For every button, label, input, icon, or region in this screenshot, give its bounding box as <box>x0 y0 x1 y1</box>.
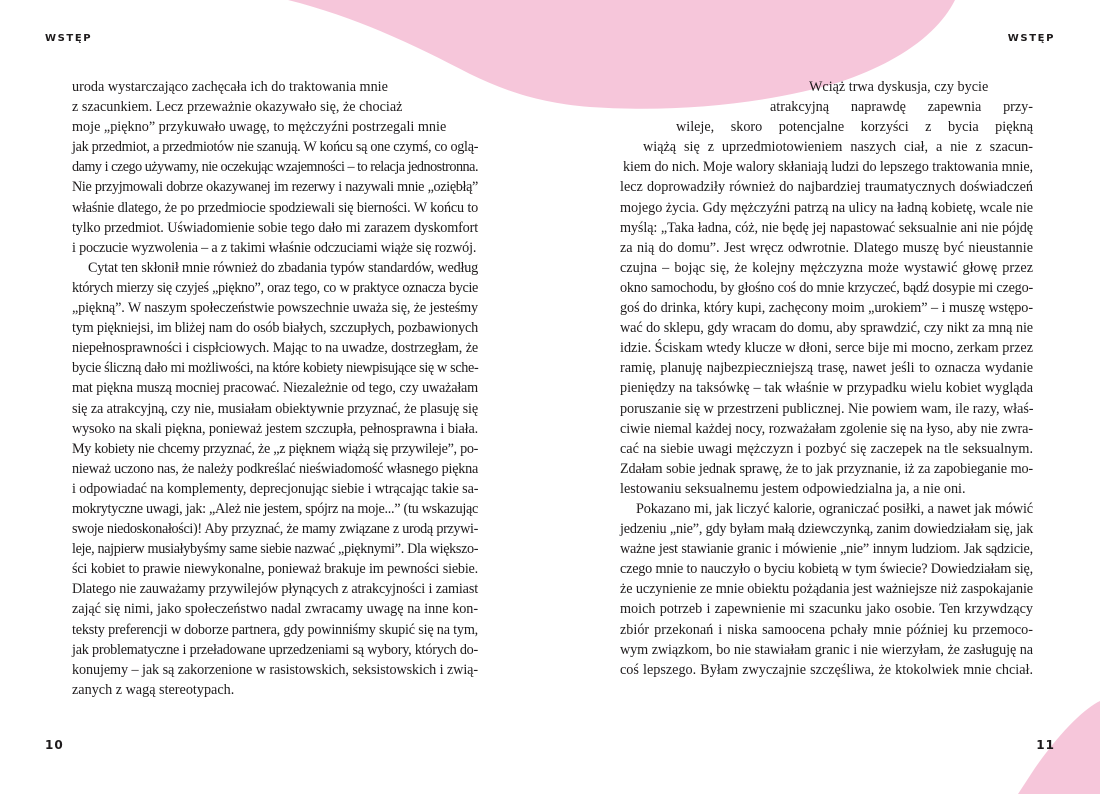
text-line: cać na siebie uwagi mężczyzn i pozbyć się zaczepek na tle seksualnym. <box>620 440 1033 457</box>
text-line: okno samochodu, by głośno coś do mnie krzyczeć, bądź dosypie mi czego- <box>620 279 1033 296</box>
text-line: właśnie dlatego, że po przedmiocie spodziewali się bierności. W końcu to <box>72 199 478 216</box>
text-line: pieniędzy na taksówkę – tak właśnie w przypadku wielu kobiet wygląda <box>620 380 1033 397</box>
text-line: ści kobiet to prawie niewykonalne, ponieważ brakuje im pewności siebie. <box>72 561 478 578</box>
text-line: teksty preferencji w doborze partnera, gdy powinniśmy skupić się na tym, <box>72 621 478 638</box>
text-line: jak problematyczne i przeładowane uprzedzeniami są wybory, których do- <box>72 641 478 658</box>
page-number: 11 <box>1036 738 1055 752</box>
text-line: zbiór przekonań i niska samoocena pchały mnie później ku przemoco- <box>620 621 1033 638</box>
text-line: myślą: „Taka ładna, cóż, nie będę jej napastować seksualnie ani nie pójdę <box>620 219 1033 236</box>
text-line: ramię, planuję najbezpieczniejszą trasę, nawet jeśli to oznacza wydanie <box>620 360 1033 377</box>
text-line: wym związkom, bo nie stawiałam granic i nie wierzyłam, że zasługuję na <box>620 641 1033 658</box>
text-line: „piękną”. W naszym społeczeństwie powszechnie uważa się, że jesteśmy <box>72 300 478 317</box>
text-line: goś do drinka, który kupi, zachęcony moim „urokiem” – i muszę wstępo- <box>620 300 1034 317</box>
text-line: ciwie niemal każdej nocy, rozważałam zgolenie się na łyso, aby nie zwra- <box>620 420 1033 437</box>
text-line: jedzeniu „nie”, gdy byłam małą dziewczynką, zanim dowiedziałam się, jak <box>620 521 1033 538</box>
text-line: których mierzy się czyjeś „piękno”, oraz tego, co w praktyce oznacza bycie <box>72 279 478 296</box>
text-line: zająć się nimi, jako społeczeństwo nadal zwracamy uwagę na inne kon- <box>72 601 478 618</box>
page-number: 10 <box>45 738 64 752</box>
text-line: leje, najpierw musiałybyśmy same siebie nazwać „pięknymi”. Dla większo- <box>72 541 479 558</box>
text-line: wysoko na skali piękna, ponieważ jestem szczupła, pełnosprawna i biała. <box>72 420 478 437</box>
text-line: nieważ uczono nas, że należy podkreślać nieświadomość własnego piękna <box>72 460 478 477</box>
text-line: wileje, skoro potencjalne korzyści z bycia piękną <box>676 119 1033 136</box>
text-line: moje „piękno” przykuwało uwagę, to mężczyźni postrzegali mnie <box>72 119 447 136</box>
text-line: kiem do nich. Moje walory skłaniają ludzi do lepszego traktowania mnie, <box>623 159 1033 176</box>
text-line: Nie przyjmowali dobrze okazywanej im rezerwy i nazywali mnie „oziębłą” <box>72 179 478 196</box>
text-line: idzie. Ściskam wtedy klucze w dłoni, serce bije mi mocno, zerkam przez <box>620 340 1033 357</box>
text-line: i poczucie wyzwolenia – a z takimi właśnie odczuciami wiąże się rozwój. <box>72 239 477 256</box>
text-line: poruszanie się w przestrzeni publicznej. Nie powiem wam, ile razy, właś- <box>620 400 1034 417</box>
text-line: ważne jest stawianie granic i mówienie „nie” innym ludziom. Jak sądzicie, <box>620 541 1033 558</box>
text-line: mojego życia. Gdy mężczyźni patrzą na ulicy na ładną kobietę, wcale nie <box>620 199 1033 216</box>
text-line: Zdałam sobie jednak sprawę, że to jak przyznanie, iż za zapobieganie mo- <box>620 460 1033 477</box>
text-line: Cytat ten skłonił mnie również do zbadania typów standardów, według <box>88 259 478 276</box>
text-line: czego mnie to nauczyło o byciu kobietą w tym świecie? Dowiedziałam się, <box>620 561 1033 578</box>
body-text <box>620 77 1033 680</box>
text-line: uroda wystarczająco zachęcała ich do traktowania mnie <box>72 79 388 95</box>
text-line: wać do sklepu, gdy wracam do domu, aby sprawdzić, czy nikt za mną nie <box>620 320 1033 337</box>
text-line: mat piękna muszą mocniej pracować. Niezależnie od tego, czy uważałam <box>72 380 478 397</box>
text-line: że uczynienie ze mnie obiektu pożądania jest ważniejsze niż zaspokajanie <box>620 581 1033 598</box>
text-line: jak przedmiot, a przedmiotów nie szanują. W końcu są one czymś, co oglą- <box>72 139 479 156</box>
text-line: Pokazano mi, jak liczyć kalorie, ograniczać posiłki, a nawet jak mówić <box>636 500 1033 517</box>
text-line: lestowaniu seksualnemu jestem odpowiedzialna ja, a nie oni. <box>620 480 966 497</box>
text-line: moich potrzeb i zapewnienie mi szacunku jako osobie. Ten krzywdzący <box>620 601 1033 618</box>
body-text <box>72 77 478 700</box>
running-head: WSTĘP <box>45 33 93 44</box>
text-line: lecz doprowadziły również do najbardziej traumatycznych doświadczeń <box>620 179 1033 196</box>
text-line: coś lepszego. Byłam zwyczajnie szczęśliwa, że ktokolwiek mnie chciał. <box>620 661 1033 678</box>
text-line: niepełnosprawności i cispłciowych. Mając to na uwadze, dostrzegłam, że <box>72 340 478 357</box>
right-page <box>550 0 1100 794</box>
text-line: atrakcyjną naprawdę zapewnia przy- <box>770 99 1033 116</box>
text-line: My kobiety nie chcemy przyznać, że „z pięknem wiążą się przywileje”, po- <box>72 440 478 457</box>
text-line: i odpowiadać na komplementy, deprecjonując siebie i wtrącając takie sa- <box>72 480 479 497</box>
text-line: wiążą się z uprzedmiotowieniem naszych ciał, a nie z szacun- <box>643 139 1033 156</box>
text-line: zanych z wagą stereotypach. <box>72 681 235 698</box>
text-line: Wciąż trwa dyskusja, czy bycie <box>809 79 989 95</box>
text-line: z szacunkiem. Lecz przeważnie okazywało się, że chociaż <box>72 99 403 116</box>
text-line: damy i czego używamy, nie oczekując wzajemności – to relacja jednostronna. <box>72 159 478 176</box>
text-line: się za atrakcyjną, czy nie, musiałam obiektywnie przyznać, że plasuję się <box>72 400 478 417</box>
text-line: swoje niedoskonałości)! Aby przyznać, że mamy związane z urodą przywi- <box>72 521 478 538</box>
text-line: konujemy – jak są zakorzenione w rasistowskich, seksistowskich i zwią- <box>72 661 478 678</box>
running-head: WSTĘP <box>1007 33 1055 44</box>
text-line: tylko przedmiot. Uświadomienie sobie tego dało mi zarazem dyskomfort <box>72 219 478 236</box>
text-line: mokrytyczne uwagi, jak: „Ależ nie jestem, spójrz na moje...” (tu wskazując <box>72 500 479 517</box>
text-line: czujna – bojąc się, że kolejny mężczyzna może wystawić głowę przez <box>620 259 1033 276</box>
text-line: bycie śliczną dało mi możliwości, na które kobiety niewpisujące się w sche- <box>72 360 479 377</box>
text-line: tym piękniejsi, im bliżej nam do osób białych, szczupłych, pozbawionych <box>72 320 478 337</box>
text-line: za nią do domu”. Jest wręcz odwrotnie. Dlatego muszę być nieustannie <box>620 239 1033 256</box>
text-line: Dlatego nie zauważamy przywilejów płynących z atrakcyjności i zamiast <box>72 581 478 598</box>
